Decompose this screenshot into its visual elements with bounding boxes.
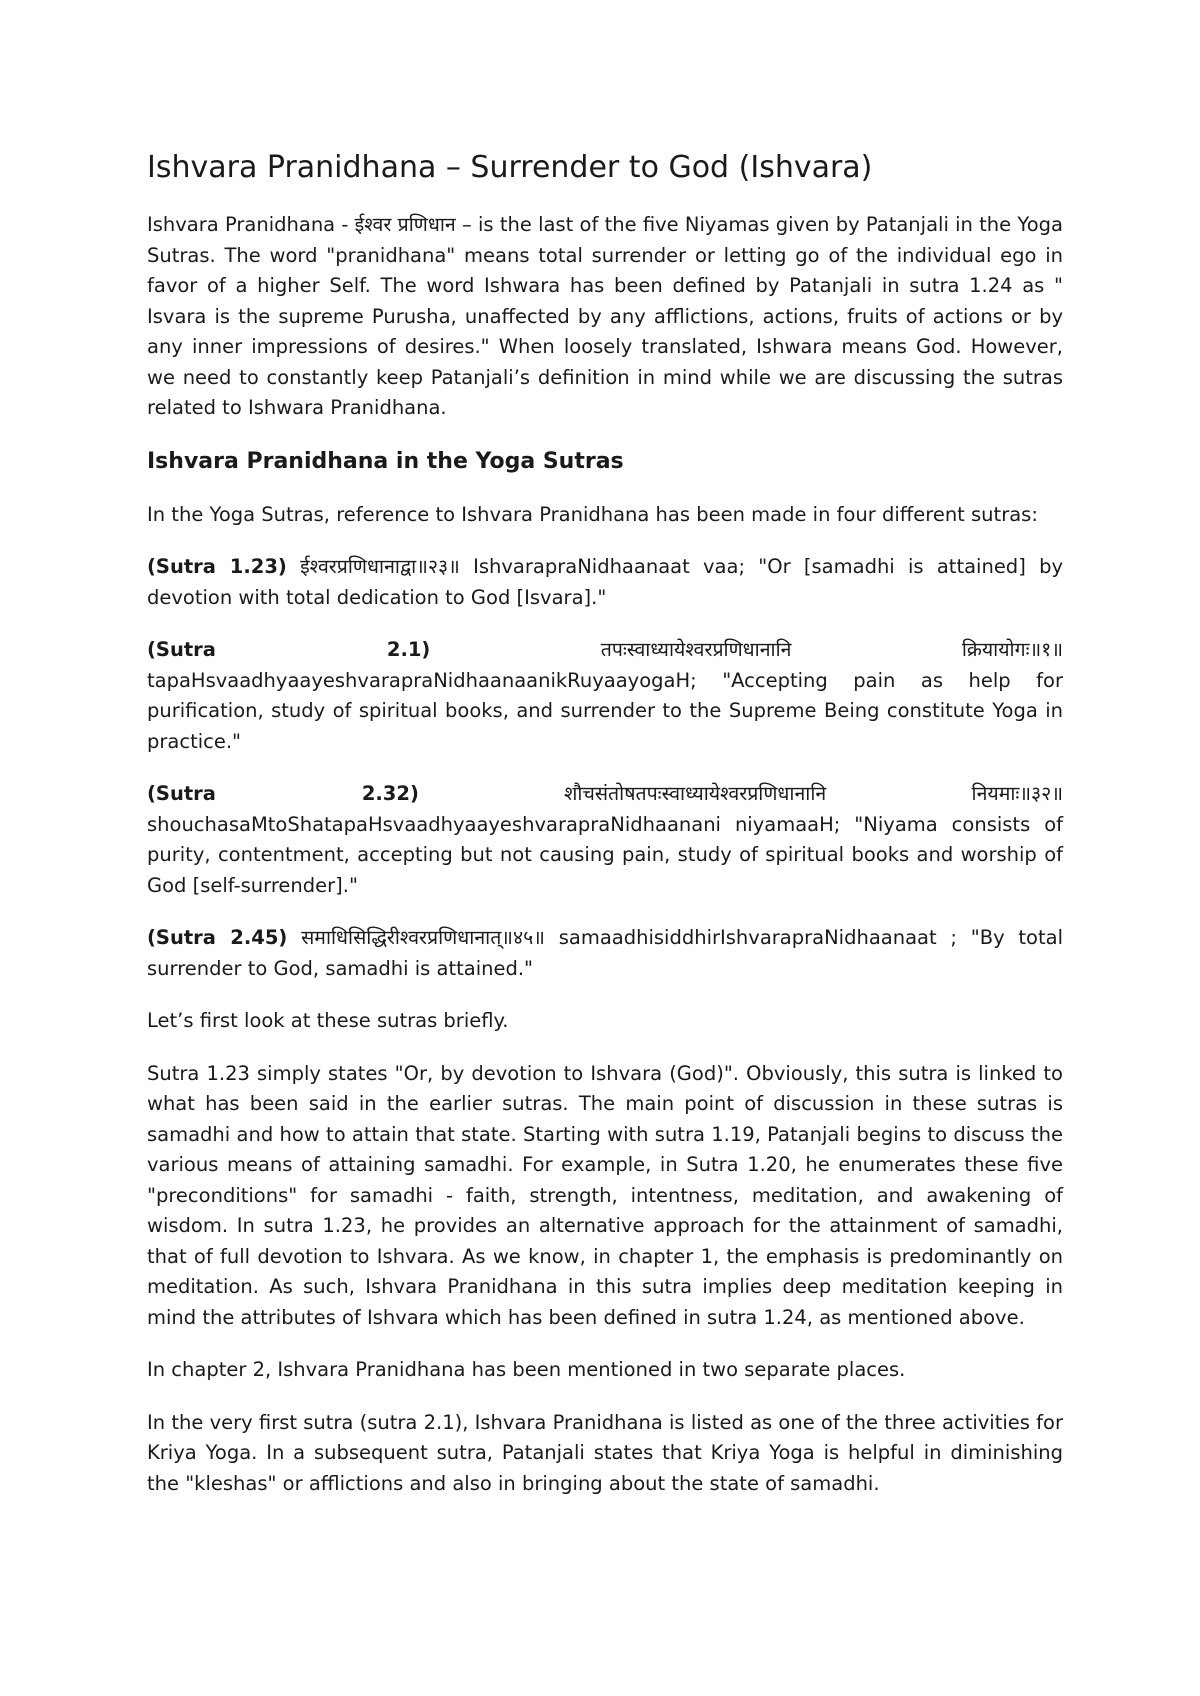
sutra-paragraph-2-1 bbox=[147, 635, 1063, 757]
section-intro-paragraph: In the Yoga Sutras, reference to Ishvara Pranidhana has been made in four different sutras: bbox=[147, 502, 1038, 526]
sutra-1-23-discussion-paragraph: Sutra 1.23 simply states "Or, by devotion to Ishvara (God)". Obviously, this sutra is linked to what has been said in the earlier sutras. The main point of discussion in these sutras is samadhi and how to attain that state. Starting with sutra 1.19, Patanjali begins to discuss the various means of attaining samadhi. For example, in Sutra 1.20, he enumerates these five "preconditions" for samadhi - faith, strength, intentness, meditation, and awakening of wisdom. In sutra 1.23, he provides an alternative approach for the attainment of samadhi, that of full devotion to Ishvara. As we know, in chapter 1, the emphasis is predominantly on meditation. As such, Ishvara Pranidhana in this sutra implies deep meditation keeping in mind the attributes of Ishvara which has been defined in sutra 1.24, as mentioned above. bbox=[147, 1061, 1063, 1329]
intro-paragraph: Ishvara Pranidhana - ईश्वर प्रणिधान – is the last of the five Niyamas given by Patanjali in the Yoga Sutras. The word "pranidhana" means total surrender or letting go of the individual ego in favor of a higher Self. The word Ishwara has been defined by Patanjali in sutra 1.24 as " Isvara is the supreme Purusha, unaffected by any afflictions, actions, fruits of actions or by any inner impressions of desires." When loosely translated, Ishwara means God. However, we need to constantly keep Patanjali’s definition in mind while we are discussing the sutras related to Ishwara Pranidhana. bbox=[147, 213, 1063, 419]
sutra-text: ईश्वरप्रणिधानाद्वा॥२३॥ IshvarapraNidhaanaat vaa; "Or [samadhi is attained] by devotion with total dedication to God [Isvara]." bbox=[147, 555, 1063, 609]
document-body bbox=[147, 148, 1063, 1521]
sutra-text: तपःस्वाध्यायेश्वरप्रणिधानानि क्रियायोगः॥१॥ tapaHsvaadhyaayeshvarapraNidhaanaanikRuyaayogaH; "Accepting pain as help for purification, study of spiritual books, and surrender to the Supreme Being constitute Yoga in practice." bbox=[147, 638, 1064, 753]
sutra-label: (Sutra 2.45) bbox=[147, 926, 288, 949]
sutra-paragraph-1-23 bbox=[147, 552, 1063, 613]
sutra-text: शौचसंतोषतपःस्वाध्यायेश्वरप्रणिधानानि नियमाः॥३२॥ shouchasaMtoShatapaHsvaadhyaayeshvarapraNidhaanani niyamaaH; "Niyama consists of purity, contentment, accepting but not causing pain, study of spiritual books and worship of God [self-surrender]." bbox=[147, 782, 1063, 897]
sutra-text: समाधिसिद्धिरीश्वरप्रणिधानात्॥४५॥ samaadhisiddhirIshvarapraNidhaanaat ; "By total surrender to God, samadhi is attained." bbox=[147, 926, 1063, 980]
sutra-paragraph-2-45 bbox=[147, 923, 1063, 984]
section-heading: Ishvara Pranidhana in the Yoga Sutras bbox=[147, 448, 624, 474]
sutra-label: (Sutra 2.1) bbox=[147, 638, 431, 661]
chapter-2-paragraph: In chapter 2, Ishvara Pranidhana has been mentioned in two separate places. bbox=[147, 1358, 906, 1381]
page-title: Ishvara Pranidhana – Surrender to God (Ishvara) bbox=[147, 150, 873, 185]
sutra-label: (Sutra 1.23) bbox=[147, 555, 287, 578]
first-sutra-paragraph: In the very first sutra (sutra 2.1), Ishvara Pranidhana is listed as one of the three activities for Kriya Yoga. In a subsequent sutra, Patanjali states that Kriya Yoga is helpful in diminishing the "kleshas" or afflictions and also in bringing about the state of samadhi. bbox=[147, 1410, 1063, 1495]
look-paragraph: Let’s first look at these sutras briefly. bbox=[147, 1009, 509, 1032]
sutra-label: (Sutra 2.32) bbox=[147, 782, 419, 805]
sutra-paragraph-2-32 bbox=[147, 779, 1063, 901]
